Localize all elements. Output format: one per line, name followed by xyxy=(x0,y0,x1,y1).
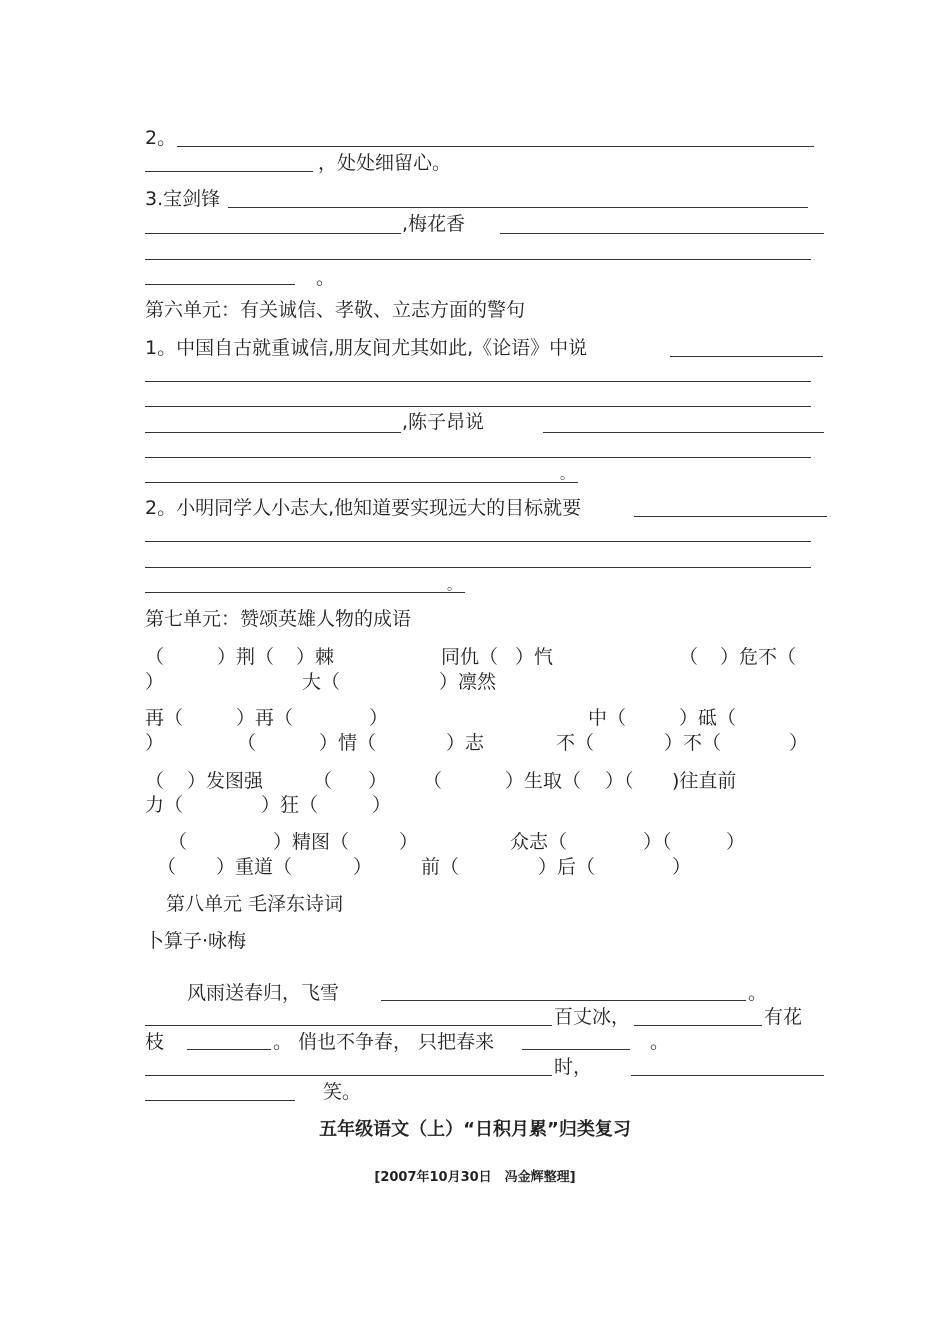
unit5-q3-blank-4[interactable] xyxy=(145,259,811,260)
unit6-q2-blank-3[interactable] xyxy=(145,567,811,568)
unit5-q2-line1 xyxy=(145,126,176,150)
unit6-q1-blank-2[interactable] xyxy=(145,381,811,382)
unit6-q2-blank-4[interactable] xyxy=(145,592,465,593)
idiom-r1a-4: ）忾 xyxy=(515,646,554,668)
unit6-q1-mid: ,陈子昂说 xyxy=(402,411,485,433)
idiom-r3a-6: ）（ xyxy=(605,770,634,792)
idiom-r4b-2: ） xyxy=(353,856,373,878)
unit6-q1-blank-5[interactable] xyxy=(543,432,824,433)
idiom-r2b-0: ） xyxy=(145,732,165,754)
idiom-r2b-2: ）情（ xyxy=(319,732,377,754)
unit6-q2-end: 。 xyxy=(447,578,461,594)
unit5-q3-blank-5[interactable] xyxy=(145,284,295,285)
idiom-r2b-6: ） xyxy=(789,732,809,754)
idiom-r1b-2: ）凛然 xyxy=(439,671,497,693)
unit5-q3-end: 。 xyxy=(316,267,336,289)
idiom-r4a-0: （ xyxy=(168,831,188,853)
idiom-r2b-5: ）不（ xyxy=(664,732,722,754)
idiom-r4a-2: ） xyxy=(399,831,419,853)
unit5-q3-label: 3.宝剑锋 xyxy=(145,188,221,210)
poem-l3-b: 。 俏也不争春， 只把春来 xyxy=(273,1031,495,1053)
poem-blank-6[interactable] xyxy=(145,1075,552,1076)
unit5-q3-mid: ,梅花香 xyxy=(402,213,466,235)
idiom-r2b-1: （ xyxy=(237,732,257,754)
idiom-r1b-1: 大（ xyxy=(302,671,341,693)
idiom-r3b-2: ） xyxy=(372,794,392,816)
poem-l4-a: 时， xyxy=(554,1056,593,1078)
unit6-q1-blank-6[interactable] xyxy=(145,457,811,458)
idiom-r3b-1: ）狂（ xyxy=(261,794,319,816)
idiom-r3a-5: ）生取（ xyxy=(505,770,582,792)
poem-l2-a: 百丈冰， xyxy=(554,1006,631,1028)
idiom-r4b-5: ） xyxy=(672,856,692,878)
idiom-r1b-0: ） xyxy=(145,671,165,693)
unit6-q2-blank-2[interactable] xyxy=(145,541,811,542)
idiom-r2a-1: ）再（ xyxy=(236,707,294,729)
document-title: 五年级语文（上）“日积月累”归类复习 xyxy=(319,1119,631,1140)
idiom-r3a-7: )往直前 xyxy=(672,770,737,792)
idiom-r1a-1: ）荆（ xyxy=(217,646,275,668)
unit5-q3-blank-1[interactable] xyxy=(228,207,808,208)
unit5-q3-blank-2[interactable] xyxy=(145,233,401,234)
unit6-q1-blank-3[interactable] xyxy=(145,406,811,407)
unit6-q2-blank-1[interactable] xyxy=(634,516,827,517)
idiom-r3a-1: ）发图强 xyxy=(187,770,264,792)
unit8-heading: 第八单元 毛泽东诗词 xyxy=(166,893,344,915)
idiom-r4a-5: ） xyxy=(726,831,746,853)
unit6-q1-text: 1。中国自古就重诚信,朋友间尤其如此,《论语》中说 xyxy=(145,337,588,359)
idiom-r1a-6: ）危不（ xyxy=(720,646,797,668)
idiom-r3a-4: （ xyxy=(423,770,443,792)
idiom-r3a-3: ） xyxy=(368,770,388,792)
unit5-q2-blank-1[interactable] xyxy=(177,146,814,147)
unit5-q2-label: 2。 xyxy=(145,127,177,149)
poem-blank-2[interactable] xyxy=(145,1025,552,1026)
poem-l3-c: 。 xyxy=(650,1031,670,1053)
idiom-r2a-2: ） xyxy=(369,707,389,729)
idiom-r3a-0: （ xyxy=(145,770,165,792)
unit5-q3-blank-3[interactable] xyxy=(500,233,824,234)
idiom-r1a-3: 同仇（ xyxy=(441,646,499,668)
poem-l2-b: 有花 xyxy=(764,1006,803,1028)
poem-l1-b: 。 xyxy=(748,982,768,1004)
poem-blank-8[interactable] xyxy=(145,1100,295,1101)
unit6-q2-text: 2。小明同学人小志大,他知道要实现远大的目标就要 xyxy=(145,497,582,519)
idiom-r1a-0: （ xyxy=(145,646,165,668)
poem-l1-a: 风雨送春归，飞雪 xyxy=(187,982,340,1004)
unit6-q1-end: 。 xyxy=(560,467,574,483)
unit5-q2-end: ，处处细留心。 xyxy=(318,152,452,174)
idiom-r4a-4: ）（ xyxy=(643,831,672,853)
idiom-r3b-0: 力（ xyxy=(145,794,184,816)
idiom-r2a-4: ）砥（ xyxy=(679,707,737,729)
idiom-r4b-3: 前（ xyxy=(421,856,460,878)
idiom-r4a-1: ）精图（ xyxy=(273,831,350,853)
idiom-r2b-4: 不（ xyxy=(556,732,595,754)
poem-blank-7[interactable] xyxy=(631,1075,824,1076)
idiom-r1a-5: （ xyxy=(679,646,699,668)
poem-blank-5[interactable] xyxy=(522,1049,630,1050)
idiom-r4b-1: ）重道（ xyxy=(216,856,293,878)
poem-l5-a: 笑。 xyxy=(323,1081,362,1103)
unit5-q2-blank-2[interactable] xyxy=(145,171,313,172)
unit6-heading: 第六单元：有关诚信、孝敬、立志方面的警句 xyxy=(145,299,526,321)
idiom-r4b-0: （ xyxy=(157,856,177,878)
idiom-r1a-2: ）棘 xyxy=(296,646,335,668)
poem-blank-3[interactable] xyxy=(634,1025,762,1026)
idiom-r2a-3: 中（ xyxy=(588,707,627,729)
poem-blank-1[interactable] xyxy=(381,1000,746,1001)
unit7-heading: 第七单元：赞颂英雄人物的成语 xyxy=(145,608,412,630)
idiom-r2b-3: ）志 xyxy=(446,732,485,754)
poem-l3-a: 枝 xyxy=(145,1031,165,1053)
idiom-r2a-0: 再（ xyxy=(145,707,184,729)
idiom-r4b-4: ）后（ xyxy=(538,856,596,878)
unit6-q1-blank-1[interactable] xyxy=(670,356,823,357)
unit6-q1-blank-7[interactable] xyxy=(145,482,578,483)
poem-blank-4[interactable] xyxy=(187,1049,271,1050)
unit6-q1-blank-4[interactable] xyxy=(145,432,401,433)
idiom-r4a-3: 众志（ xyxy=(510,831,568,853)
document-subtitle: [2007年10月30日 冯金辉整理] xyxy=(374,1170,576,1185)
idiom-r3a-2: （ xyxy=(313,770,333,792)
poem-title: 卜算子·咏梅 xyxy=(145,930,247,952)
